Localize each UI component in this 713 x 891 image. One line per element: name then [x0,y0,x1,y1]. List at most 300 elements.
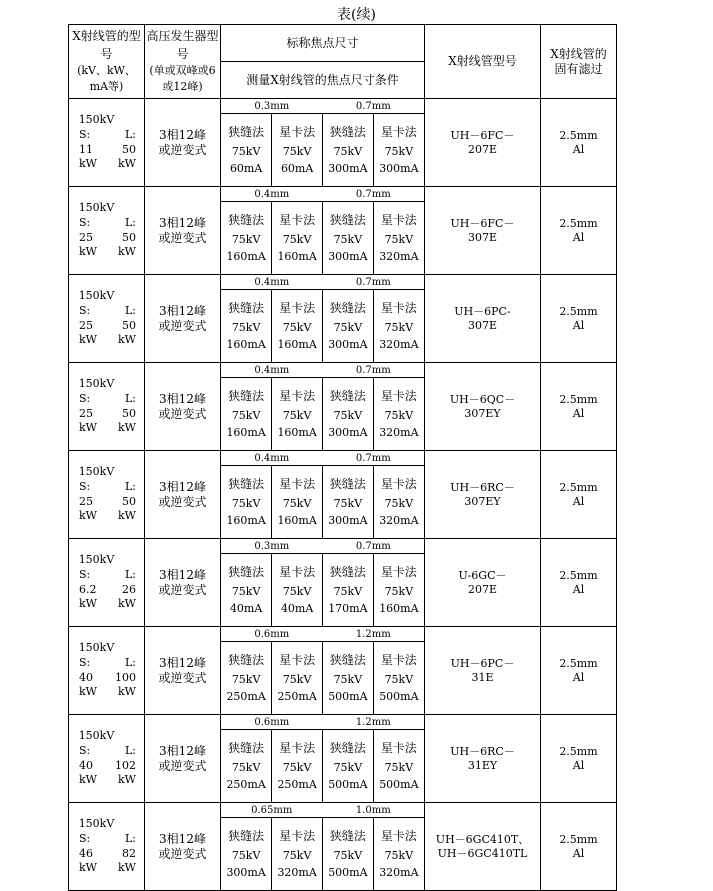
method-current: 320mA [379,337,419,351]
method-current: 250mA [277,777,317,791]
method-voltage: 75kV [384,232,414,246]
generator-type: 3相12峰或逆变式 [158,831,207,861]
method-current: 320mA [379,513,419,527]
method-current: 160mA [277,249,317,263]
header-tube-units: (kV、kW、mA等) [77,63,136,93]
focal-size-large: 1.2mm [323,627,425,642]
method-name: 星卡法 [380,477,417,491]
tube-voltage: 150kV [78,288,115,302]
focal-size-small: 0.4mm [221,451,323,466]
method-name: 星卡法 [279,125,316,139]
method-voltage: 75kV [282,584,312,598]
generator-type: 3相12峰或逆变式 [158,479,207,509]
method-current: 160mA [277,337,317,351]
method-current: 160mA [379,601,419,615]
small-focus-label: S: [79,743,91,757]
filtration-cell [541,363,617,451]
method-voltage: 75kV [384,848,414,862]
method-current: 300mA [328,513,368,527]
large-focus-label: L: [124,127,136,141]
large-power-unit: kW [118,773,136,787]
method-name: 星卡法 [279,653,316,667]
method-cell [373,290,424,363]
method-name: 狭缝法 [228,477,265,491]
large-power-unit: kW [118,245,136,259]
method-voltage: 75kV [333,144,363,158]
method-cell [323,290,374,363]
generator-type: 3相12峰或逆变式 [158,567,207,597]
method-cell [221,378,272,451]
method-voltage: 75kV [282,320,312,334]
large-power-unit: kW [118,861,136,875]
large-focus-label: L: [124,391,136,405]
method-cell [323,818,374,891]
header-tube-model [69,25,145,99]
generator-type: 3相12峰或逆变式 [158,743,207,773]
xray-model-cell [425,187,541,275]
filtration-thickness: 2.5mm [559,744,598,758]
filtration-cell [541,715,617,803]
xray-model-line1: UH－6FC－ [450,216,515,230]
small-focus-power: 11 [79,142,93,156]
filtration-thickness: 2.5mm [559,304,598,318]
tube-spec-cell [69,275,145,363]
xray-model-line2: UH－6GC410TL [437,846,528,860]
large-focus-label: L: [124,655,136,669]
table-row [69,275,617,363]
large-focus-label: L: [124,743,136,757]
tube-spec-cell [69,187,145,275]
method-voltage: 75kV [384,320,414,334]
method-current: 300mA [328,249,368,263]
filtration-material: Al [572,582,585,596]
method-name: 星卡法 [380,829,417,843]
method-name: 狭缝法 [329,389,366,403]
generator-cell [145,99,221,187]
xray-model-line1: UH－6PC－ [450,656,515,670]
filtration-thickness: 2.5mm [559,480,598,494]
focal-size-large: 0.7mm [323,363,425,378]
xray-model-line2: 207E [467,582,498,596]
method-cell [373,466,424,539]
method-cell [221,642,272,715]
method-voltage: 75kV [384,144,414,158]
header-tube-model-label: X射线管的型 号 [72,29,141,61]
header-filtration: X射线管的固有滤过 [541,25,617,99]
generator-cell [145,275,221,363]
method-current: 500mA [328,777,368,791]
small-focus-label: S: [79,215,91,229]
method-cell [221,290,272,363]
large-focus-power: 50 [122,494,136,508]
xray-model-line2: 207E [467,142,498,156]
method-name: 狭缝法 [329,741,366,755]
xray-model-cell [425,451,541,539]
method-name: 狭缝法 [329,829,366,843]
xray-model-line2: 31E [471,670,494,684]
method-voltage: 75kV [384,672,414,686]
filtration-cell [541,451,617,539]
method-name: 星卡法 [380,565,417,579]
method-name: 狭缝法 [329,477,366,491]
focal-size-large: 0.7mm [323,451,425,466]
method-voltage: 75kV [231,584,261,598]
header-generator [145,25,221,99]
large-focus-power: 50 [122,142,136,156]
method-current: 170mA [328,601,368,615]
focal-conditions-cell [221,627,425,715]
large-focus-label: L: [124,215,136,229]
small-power-unit: kW [79,685,97,699]
method-voltage: 75kV [282,232,312,246]
method-name: 狭缝法 [228,213,265,227]
method-current: 160mA [277,425,317,439]
tube-voltage: 150kV [78,640,115,654]
xray-model-line1: UH－6RC－ [450,480,515,494]
table-row [69,187,617,275]
generator-type: 3相12峰或逆变式 [158,215,207,245]
method-cell [323,114,374,187]
method-voltage: 75kV [231,848,261,862]
small-focus-power: 25 [79,318,93,332]
method-cell [323,730,374,803]
large-focus-power: 50 [122,406,136,420]
header-measure-condition: 测量X射线管的焦点尺寸条件 [221,62,425,99]
tube-voltage: 150kV [78,112,115,126]
method-cell [272,642,323,715]
table-row [69,451,617,539]
tube-spec-cell [69,715,145,803]
method-cell [272,114,323,187]
method-cell [272,202,323,275]
method-name: 星卡法 [279,741,316,755]
generator-cell [145,539,221,627]
xray-model-line2: 307E [467,230,498,244]
tube-voltage: 150kV [78,376,115,390]
method-cell [323,378,374,451]
small-power-unit: kW [79,157,97,171]
header-xray-model: X射线管型号 [425,25,541,99]
method-cell [373,114,424,187]
method-voltage: 75kV [282,496,312,510]
small-power-unit: kW [79,333,97,347]
method-voltage: 75kV [333,320,363,334]
method-name: 星卡法 [279,477,316,491]
method-voltage: 75kV [333,408,363,422]
large-focus-label: L: [124,303,136,317]
method-current: 300mA [328,161,368,175]
small-focus-label: S: [79,127,91,141]
method-cell [373,554,424,627]
method-cell [221,730,272,803]
method-name: 狭缝法 [228,565,265,579]
method-cell [373,378,424,451]
filtration-material: Al [572,670,585,684]
focal-size-small: 0.65mm [221,803,323,818]
method-voltage: 75kV [384,584,414,598]
method-voltage: 75kV [231,408,261,422]
method-cell [373,642,424,715]
table-row [69,99,617,187]
small-focus-power: 40 [79,758,93,772]
method-current: 320mA [379,865,419,879]
method-current: 160mA [277,513,317,527]
filtration-material: Al [572,142,585,156]
focal-size-small: 0.6mm [221,627,323,642]
large-power-unit: kW [118,509,136,523]
method-cell [373,818,424,891]
focal-size-small: 0.4mm [221,187,323,202]
method-voltage: 75kV [333,496,363,510]
small-power-unit: kW [79,597,97,611]
method-voltage: 75kV [231,496,261,510]
generator-cell [145,187,221,275]
method-cell [323,466,374,539]
method-name: 星卡法 [279,213,316,227]
large-focus-power: 26 [122,582,136,596]
generator-type: 3相12峰或逆变式 [158,303,207,333]
small-power-unit: kW [79,861,97,875]
focal-conditions-cell [221,275,425,363]
tube-spec-cell [69,803,145,891]
generator-cell [145,715,221,803]
method-name: 狭缝法 [228,829,265,843]
focal-size-small: 0.3mm [221,99,323,114]
method-name: 狭缝法 [329,565,366,579]
method-cell [272,466,323,539]
filtration-material: Al [572,846,585,860]
filtration-thickness: 2.5mm [559,832,598,846]
focal-conditions-cell [221,539,425,627]
small-focus-label: S: [79,303,91,317]
focal-size-small: 0.3mm [221,539,323,554]
method-voltage: 75kV [231,144,261,158]
method-cell [272,378,323,451]
method-cell [323,202,374,275]
generator-cell [145,803,221,891]
tube-voltage: 150kV [78,552,115,566]
method-current: 250mA [277,689,317,703]
xray-model-cell [425,99,541,187]
method-current: 60mA [229,161,263,175]
method-name: 狭缝法 [228,741,265,755]
small-power-unit: kW [79,773,97,787]
generator-cell [145,451,221,539]
xray-model-line1: UH－6FC－ [450,128,515,142]
method-cell [373,202,424,275]
xray-model-line2: 31EY [467,758,498,772]
xray-model-line1: UH－6GC410T、 [435,832,530,846]
header-nominal-focal: 标称焦点尺寸 [221,25,425,62]
xray-model-cell [425,715,541,803]
method-cell [323,554,374,627]
generator-type: 3相12峰或逆变式 [158,391,207,421]
filtration-thickness: 2.5mm [559,568,598,582]
small-focus-label: S: [79,479,91,493]
small-focus-power: 25 [79,406,93,420]
method-current: 300mA [328,337,368,351]
method-voltage: 75kV [282,848,312,862]
focal-size-large: 1.0mm [323,803,425,818]
filtration-material: Al [572,318,585,332]
small-power-unit: kW [79,245,97,259]
method-cell [221,114,272,187]
method-voltage: 75kV [333,232,363,246]
focal-conditions-cell [221,803,425,891]
large-power-unit: kW [118,597,136,611]
focal-size-large: 1.2mm [323,715,425,730]
method-voltage: 75kV [384,760,414,774]
focal-conditions-cell [221,187,425,275]
method-current: 250mA [226,777,266,791]
focal-size-large: 0.7mm [323,187,425,202]
generator-cell [145,627,221,715]
large-focus-power: 50 [122,318,136,332]
small-power-unit: kW [79,509,97,523]
filtration-thickness: 2.5mm [559,128,598,142]
method-cell [272,554,323,627]
small-focus-label: S: [79,391,91,405]
method-cell [221,202,272,275]
filtration-cell [541,275,617,363]
filtration-thickness: 2.5mm [559,392,598,406]
focal-size-small: 0.4mm [221,275,323,290]
table-row [69,715,617,803]
method-current: 250mA [226,689,266,703]
focal-conditions-cell [221,715,425,803]
method-current: 500mA [328,865,368,879]
method-name: 星卡法 [380,741,417,755]
tube-spec-cell [69,539,145,627]
method-current: 500mA [379,777,419,791]
method-cell [272,818,323,891]
filtration-thickness: 2.5mm [559,656,598,670]
small-focus-power: 25 [79,230,93,244]
small-power-unit: kW [79,421,97,435]
method-name: 星卡法 [380,653,417,667]
focal-conditions-cell [221,451,425,539]
method-name: 星卡法 [380,301,417,315]
method-voltage: 75kV [231,320,261,334]
method-current: 40mA [229,601,263,615]
method-name: 狭缝法 [329,125,366,139]
tube-voltage: 150kV [78,728,115,742]
method-name: 星卡法 [380,213,417,227]
xray-model-cell [425,275,541,363]
method-voltage: 75kV [282,672,312,686]
method-name: 星卡法 [380,125,417,139]
table-row [69,539,617,627]
method-name: 星卡法 [380,389,417,403]
large-power-unit: kW [118,421,136,435]
tube-voltage: 150kV [78,816,115,830]
small-focus-power: 6.2 [79,582,97,596]
method-name: 狭缝法 [228,389,265,403]
table-row [69,627,617,715]
large-focus-label: L: [124,479,136,493]
large-focus-power: 50 [122,230,136,244]
table-caption: 表(续) [337,7,376,23]
method-name: 狭缝法 [228,125,265,139]
method-current: 160mA [226,337,266,351]
method-voltage: 75kV [333,848,363,862]
focal-size-small: 0.4mm [221,363,323,378]
xray-model-line1: UH－6QC－ [449,392,516,406]
method-cell [373,730,424,803]
method-name: 狭缝法 [228,301,265,315]
method-name: 星卡法 [279,389,316,403]
large-focus-power: 100 [115,670,136,684]
header-generator-note: (单或双峰或6或12峰) [149,63,216,93]
method-voltage: 75kV [231,232,261,246]
method-current: 500mA [379,689,419,703]
method-current: 320mA [277,865,317,879]
tube-spec-cell [69,627,145,715]
method-cell [323,642,374,715]
large-focus-power: 82 [122,846,136,860]
focal-conditions-cell [221,99,425,187]
large-focus-label: L: [124,831,136,845]
header-generator-label: 高压发生器型 号 [146,29,219,61]
small-focus-label: S: [79,567,91,581]
small-focus-power: 40 [79,670,93,684]
filtration-cell [541,627,617,715]
xray-model-cell [425,627,541,715]
method-current: 60mA [280,161,314,175]
table-row [69,803,617,891]
method-current: 300mA [328,425,368,439]
tube-voltage: 150kV [78,200,115,214]
focal-size-large: 0.7mm [323,99,425,114]
filtration-cell [541,187,617,275]
tube-spec-cell [69,99,145,187]
small-focus-power: 25 [79,494,93,508]
tube-voltage: 150kV [78,464,115,478]
method-current: 160mA [226,249,266,263]
filtration-material: Al [572,494,585,508]
method-name: 星卡法 [279,829,316,843]
filtration-cell [541,803,617,891]
large-power-unit: kW [118,333,136,347]
xray-model-line1: U-6GC－ [458,568,507,582]
method-voltage: 75kV [333,760,363,774]
focal-size-large: 0.7mm [323,275,425,290]
method-voltage: 75kV [231,672,261,686]
filtration-material: Al [572,758,585,772]
method-voltage: 75kV [333,584,363,598]
large-focus-label: L: [124,567,136,581]
filtration-cell [541,99,617,187]
method-current: 160mA [226,513,266,527]
generator-type: 3相12峰或逆变式 [158,655,207,685]
method-name: 狭缝法 [329,213,366,227]
method-name: 狭缝法 [228,653,265,667]
focal-size-large: 0.7mm [323,539,425,554]
method-voltage: 75kV [333,672,363,686]
method-voltage: 75kV [282,760,312,774]
method-current: 320mA [379,425,419,439]
large-focus-power: 102 [115,758,136,772]
focal-size-small: 0.6mm [221,715,323,730]
method-voltage: 75kV [384,496,414,510]
method-current: 160mA [226,425,266,439]
method-current: 320mA [379,249,419,263]
focal-conditions-cell [221,363,425,451]
xray-model-line2: 307EY [464,406,501,420]
method-voltage: 75kV [384,408,414,422]
xray-model-line1: UH－6PC- [454,304,511,318]
method-name: 星卡法 [279,565,316,579]
